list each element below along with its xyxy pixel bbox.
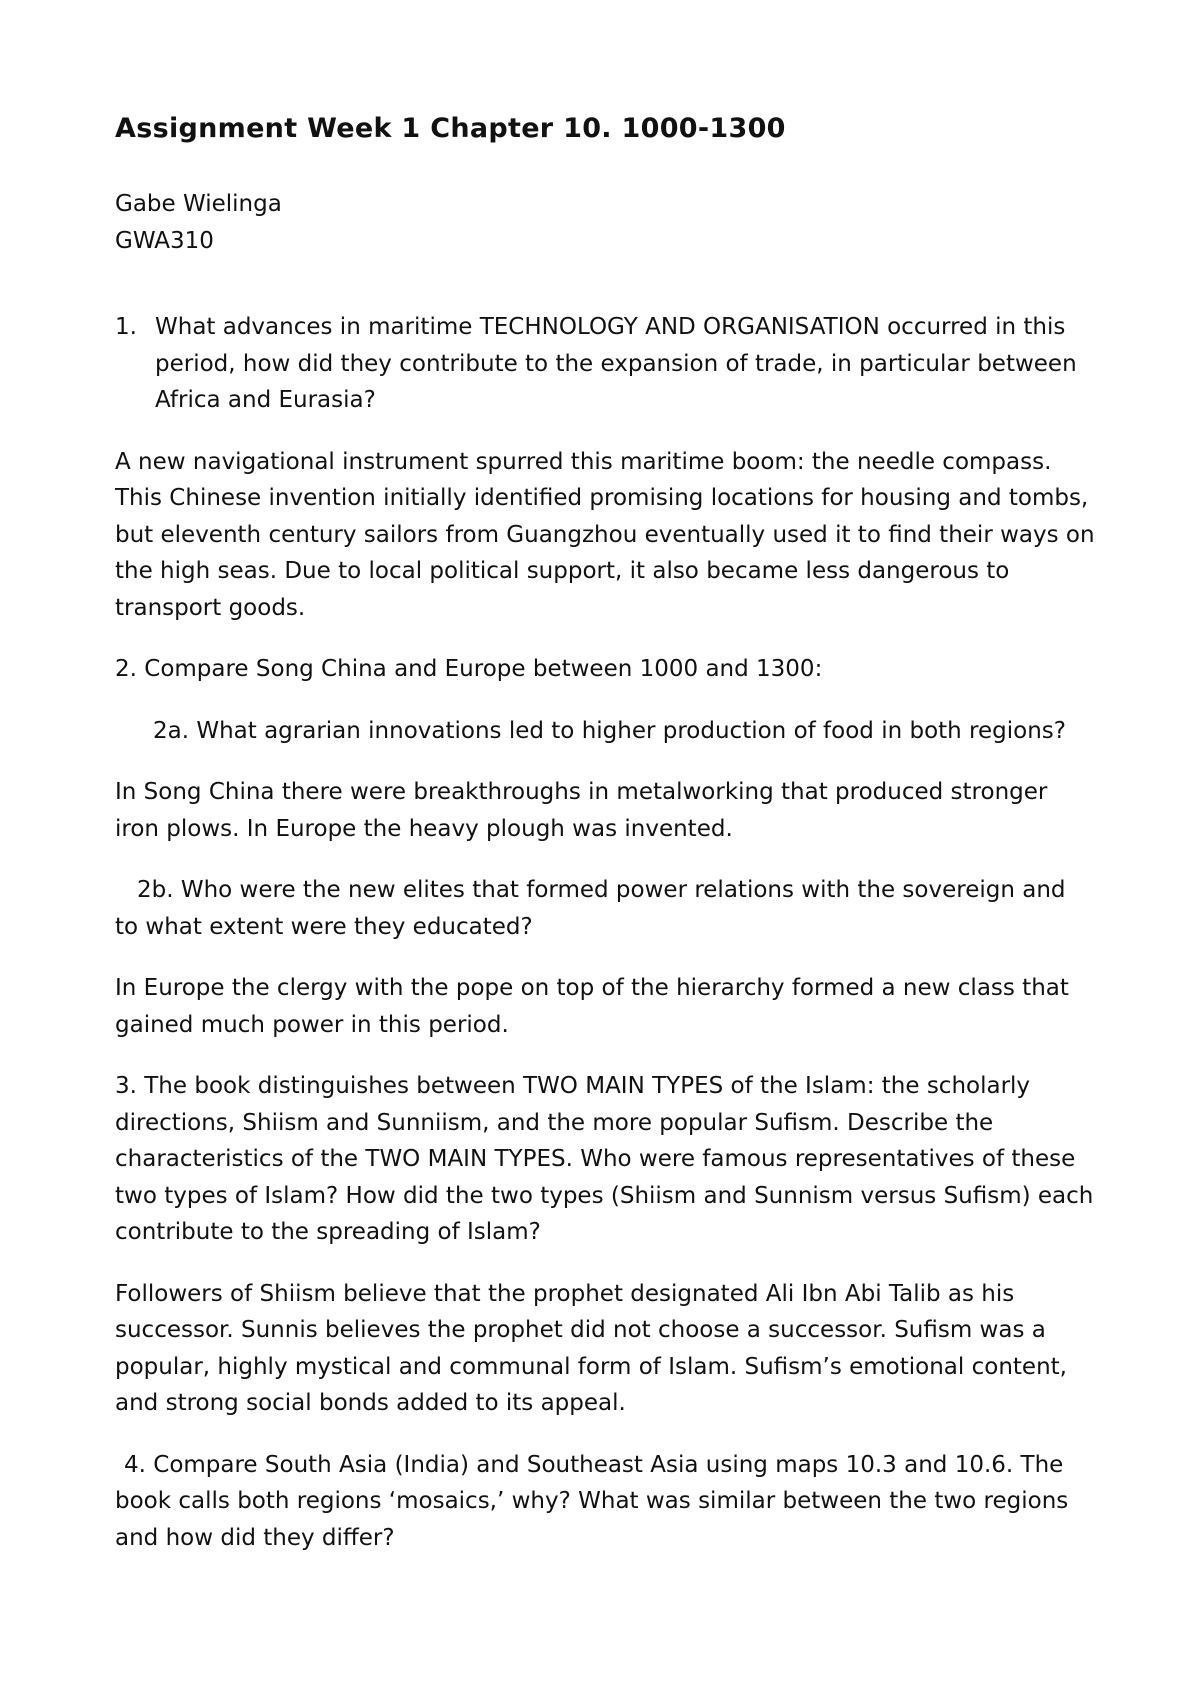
- question-2b: [115, 872, 1095, 945]
- answer-1: A new navigational instrument spurred this maritime boom: the needle compass. This Chinese invention initially identified promising locations for housing and tombs, but eleventh century sailors from Guangzhou eventually used it to find their ways on the high seas. Due to local political support, it also became less dangerous to transport goods.: [115, 448, 1095, 621]
- question-1-number: 1.: [115, 314, 137, 340]
- answer-2a: In Song China there were breakthroughs in metalworking that produced stronger iron plows. In Europe the heavy plough was invented.: [115, 779, 1048, 842]
- question-4: [115, 1447, 1095, 1557]
- answer-3: Followers of Shiism believe that the prophet designated Ali Ibn Abi Talib as his successor. Sunnis believes the prophet did not choose a successor. Sufism was a popular, highly mystical and communal form of Islam. Sufism’s emotional content, and strong social bonds added to its appeal.: [115, 1280, 1067, 1416]
- document-title: Assignment Week 1 Chapter 10. 1000-1300: [115, 113, 786, 144]
- question-1-text: What advances in maritime TECHNOLOGY AND ORGANISATION occurred in this period, how did they contribute to the expansion of trade, in particular between Africa and Eurasia?: [155, 314, 1077, 413]
- author-name: Gabe Wielinga: [115, 191, 282, 217]
- question-1: [115, 309, 1095, 419]
- answer-2b: In Europe the clergy with the pope on top of the hierarchy formed a new class that gained much power in this period.: [115, 975, 1069, 1038]
- question-2a-text: 2a. What agrarian innovations led to higher production of food in both regions?: [153, 717, 1066, 744]
- question-3: 3. The book distinguishes between TWO MAIN TYPES of the Islam: the scholarly directions, Shiism and Sunniism, and the more popular Sufism. Describe the characteristics of the TWO MAIN TYPES. Who were famous representatives of these two types of Islam? How did the two types (Shiism and Sunnism versus Sufism) each contribute to the spreading of Islam?: [115, 1073, 1094, 1245]
- question-2a: [115, 713, 1095, 750]
- question-2: 2. Compare Song China and Europe between 1000 and 1300:: [115, 656, 823, 682]
- course-code: GWA310: [115, 227, 214, 254]
- question-2b-text: 2b. Who were the new elites that formed power relations with the sovereign and to what extent were they educated?: [115, 877, 1066, 940]
- document-page: [115, 112, 1095, 1581]
- question-4-text: 4. Compare South Asia (India) and Southeast Asia using maps 10.3 and 10.6. The book calls both regions ‘mosaics,’ why? What was similar between the two regions and how did they differ?: [115, 1451, 1069, 1551]
